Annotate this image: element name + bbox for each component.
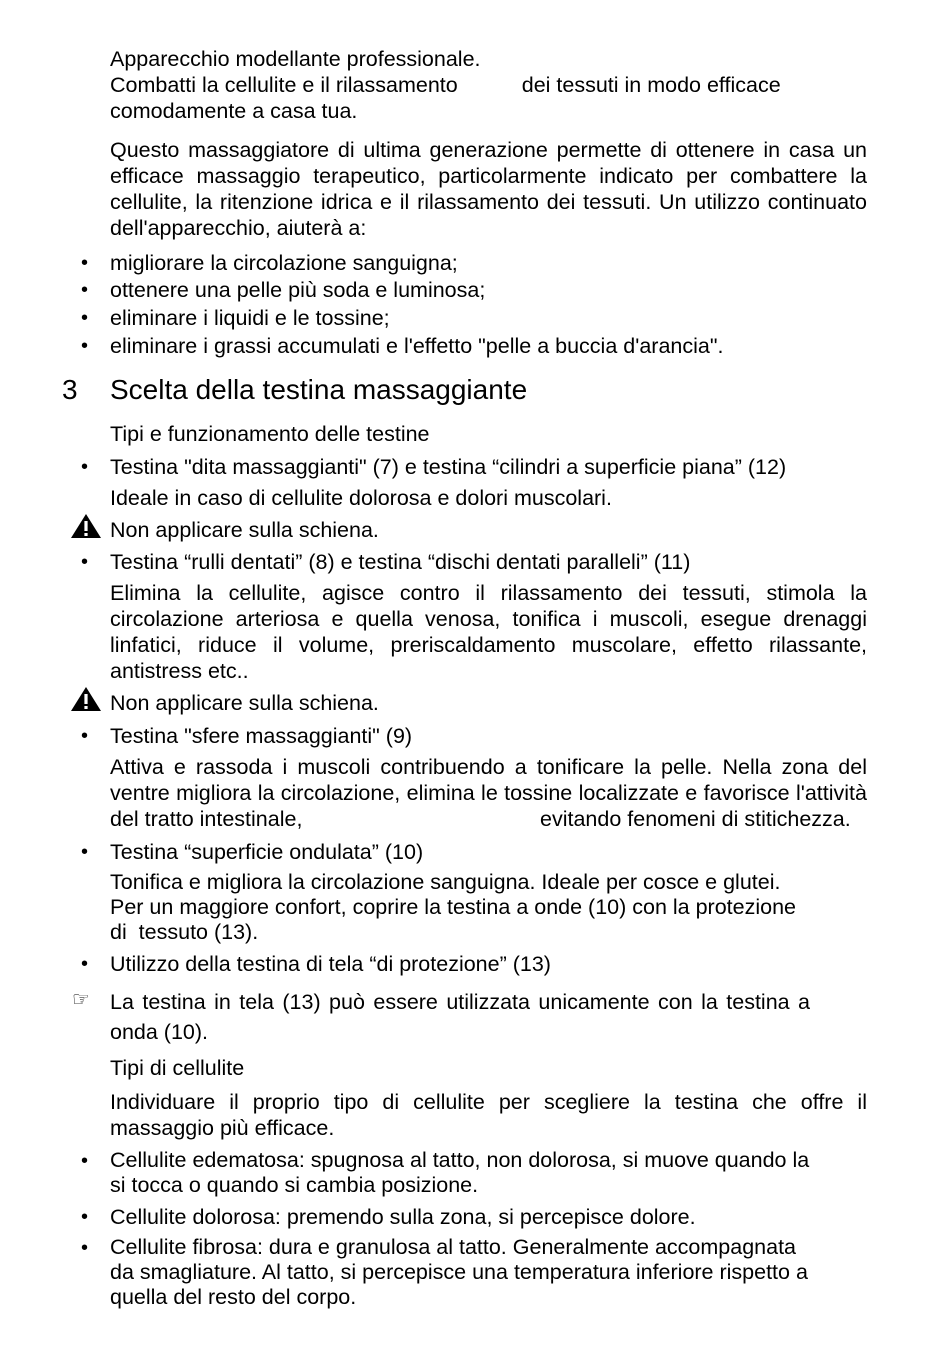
cellulite-type-1-line-2: si tocca o quando si cambia posizione. xyxy=(110,1173,479,1197)
cellulite-type-1 xyxy=(110,1148,867,1198)
bullet: • xyxy=(81,456,89,478)
intro-block xyxy=(110,46,867,124)
intro-line-1: Apparecchio modellante professionale. xyxy=(110,47,481,71)
warning-text-1: Non applicare sulla schiena. xyxy=(110,518,379,542)
bullet: • xyxy=(81,551,89,573)
cellulite-type-1-line-1: Cellulite edematosa: spugnosa al tatto, non dolorosa, si muove quando la xyxy=(110,1148,810,1172)
note-text: La testina in tela (13) può essere utilizzata unicamente con la testina a onda (10). xyxy=(110,990,810,1044)
benefit-item: ottenere una pelle più soda e luminosa; xyxy=(110,278,486,302)
head-1-description: Ideale in caso di cellulite dolorosa e dolori muscolari. xyxy=(110,486,612,510)
bullet: • xyxy=(81,725,89,747)
section-title: Scelta della testina massaggiante xyxy=(110,374,528,405)
warning-text-2: Non applicare sulla schiena. xyxy=(110,691,379,715)
head-1-title: Testina "dita massaggianti" (7) e testina “cilindri a superficie piana” (12) xyxy=(110,455,787,479)
bullet: • xyxy=(81,1206,89,1228)
head-3-description-end: evitando fenomeni di stitichezza. xyxy=(540,807,851,831)
head-5-title: Utilizzo della testina di tela “di protezione” (13) xyxy=(110,952,551,976)
head-4-title: Testina “superficie ondulata” (10) xyxy=(110,840,424,864)
cellulite-type-3-line-1: Cellulite fibrosa: dura e granulosa al tatto. Generalmente accompagnata xyxy=(110,1235,797,1259)
cellulite-type-3-line-2: da smagliature. Al tatto, si percepisce una temperatura inferiore rispetto a xyxy=(110,1260,808,1284)
benefit-item: eliminare i liquidi e le tossine; xyxy=(110,306,390,330)
head-2-description: Elimina la cellulite, agisce contro il rilassamento dei tessuti, stimola la circolazione arteriosa e quella venosa, tonifica i muscoli, esegue drenaggi linfatici, riduce il volume, preriscaldamento muscolare, effetto rilassante, antistress etc.. xyxy=(110,581,867,683)
intro-line-3: comodamente a casa tua. xyxy=(110,99,358,123)
bullet: • xyxy=(81,252,89,274)
head-4-desc-line-3: di tessuto (13). xyxy=(110,920,259,944)
bullet: • xyxy=(81,335,89,357)
cellulite-type-3 xyxy=(110,1235,867,1310)
description-paragraph: Questo massaggiatore di ultima generazione permette di ottenere in casa un efficace massaggio terapeutico, particolarmente indicato per combattere la cellulite, la ritenzione idrica e il rilassamento dei tessuti. Un utilizzo continuato dell'apparecchio, aiuterà a: xyxy=(110,138,867,240)
head-4-desc-line-2: Per un maggiore confort, coprire la testina a onde (10) con la protezione xyxy=(110,895,797,919)
head-4-desc-line-1: Tonifica e migliora la circolazione sanguigna. Ideale per cosce e glutei. xyxy=(110,870,781,894)
head-3-description-main: Attiva e rassoda i muscoli contribuendo a tonificare la pelle. Nella zona del ventre migliora la circolazione, elimina le tossine localizzate e favorisce l'attività del tratto intestinale, xyxy=(110,755,867,831)
intro-line-2b: dei tessuti in modo efficace xyxy=(521,73,781,97)
bullet: • xyxy=(81,307,89,329)
section-number: 3 xyxy=(62,374,78,405)
cellulite-type-3-line-3: quella del resto del corpo. xyxy=(110,1285,357,1309)
warning-icon xyxy=(70,513,102,539)
section-heading xyxy=(62,373,862,407)
cellulite-description: Individuare il proprio tipo di cellulite per scegliere la testina che offre il massaggio più efficace. xyxy=(110,1090,867,1140)
warning-icon xyxy=(70,686,102,712)
benefit-item: eliminare i grassi accumulati e l'effetto "pelle a buccia d'arancia". xyxy=(110,334,724,358)
head-2-title: Testina “rulli dentati” (8) e testina “dischi dentati paralleli” (11) xyxy=(110,550,691,574)
subsection-title-types: Tipi e funzionamento delle testine xyxy=(110,422,430,446)
head-3-title: Testina "sfere massaggianti" (9) xyxy=(110,724,413,748)
bullet: • xyxy=(81,1150,89,1172)
bullet: • xyxy=(81,841,89,863)
intro-line-2 xyxy=(110,72,867,98)
head-4-description xyxy=(110,870,867,945)
bullet: • xyxy=(81,953,89,975)
intro-line-2a: Combatti la cellulite e il rilassamento xyxy=(110,73,458,97)
subsection-title-cellulite: Tipi di cellulite xyxy=(110,1056,245,1080)
bullet: • xyxy=(81,1237,89,1259)
bullet: • xyxy=(81,279,89,301)
cellulite-type-2: Cellulite dolorosa: premendo sulla zona, si percepisce dolore. xyxy=(110,1205,696,1229)
pointing-hand-icon: ☞ xyxy=(72,989,90,1011)
benefit-item: migliorare la circolazione sanguigna; xyxy=(110,251,458,275)
